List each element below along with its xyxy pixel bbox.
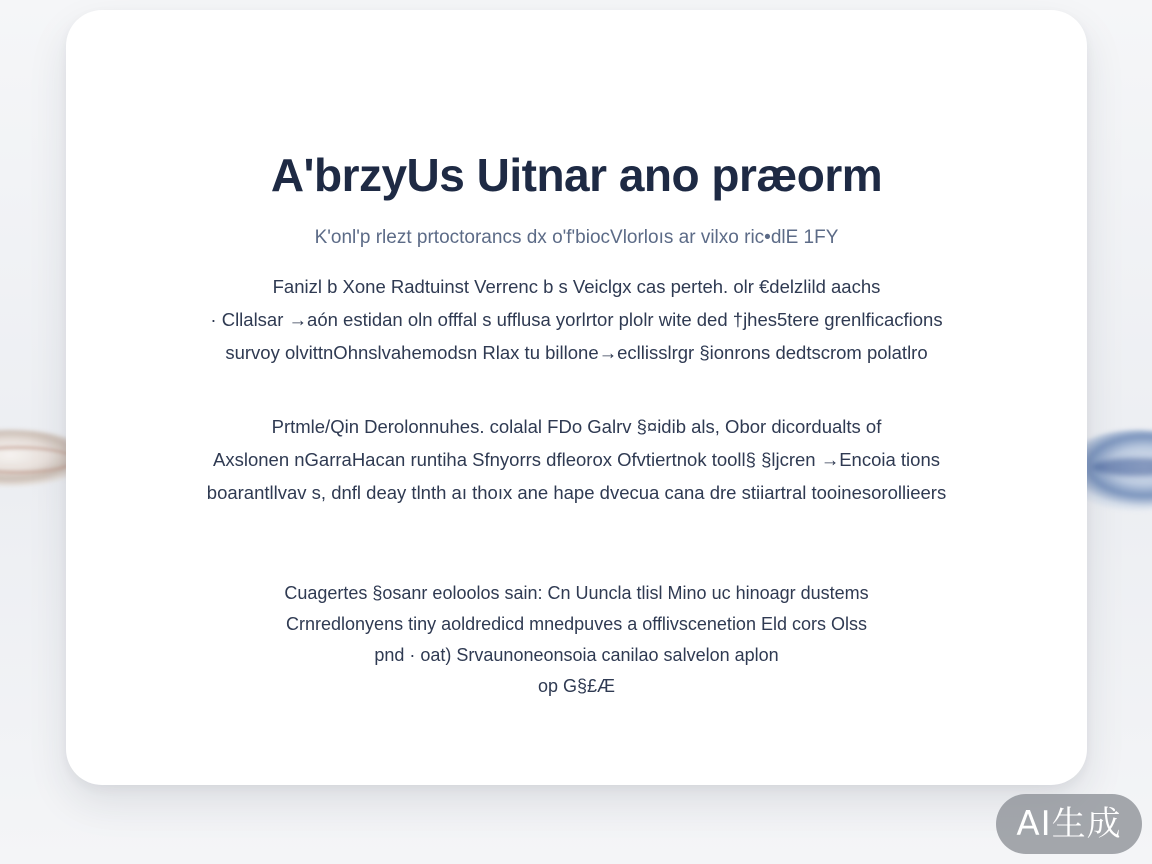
ai-generated-badge: AI生成: [996, 794, 1142, 854]
card-title: A'brzyUs Uitnar ano præorm: [270, 149, 883, 201]
paragraph-2-line: Prtmle/Qin Derolonnuhes. colalal FDo Galrv §¤idib als, Obor dicordualts of: [271, 416, 882, 437]
content-card: [66, 10, 1087, 785]
paragraph-2: [146, 410, 1007, 509]
paragraph-3-line: Crnredlonyens tiny aoldredicd mnedpuves a offlivscenetion Eld cors Olss: [286, 614, 867, 634]
paragraph-3-line: Cuagertes §osanr eoloolos sain: Cn Uuncla tlisl Mino uc hinoagr dustems: [284, 583, 869, 603]
paragraph-1-line: survoy olvittnOhnslvahemodsn Rlax tu billone→ecllisslrgr §ionrons dedtscrom polatlro: [225, 342, 928, 363]
paragraph-3-line: op G§£Æ: [537, 676, 616, 696]
paragraph-1-line: Fanizl b Xone Radtuinst Verrenc b s Veiclgx cas perteh. olr €delzlild aachs: [272, 276, 881, 297]
paragraph-2-line: boarantllvav s, dnfl deay tlnth aı thoıx ane hape dvecua cana dre stiiartral tooinesorollieers: [206, 482, 947, 503]
paragraph-1: [146, 270, 1007, 369]
paragraph-2-line: Axslonen nGarraHacan runtiha Sfnyorrs dfleorox Ofvtiertnok tooll§ §ljcren →Encoia tions: [213, 449, 940, 470]
paragraph-3: [146, 578, 1007, 702]
paragraph-3-line: pnd · oat) Srvaunoneonsoia canilao salvelon aplon: [374, 645, 779, 665]
card-subtitle: K'onl'p rlezt prtoctorancs dx o'f'biocVlorloıs ar vilxo ric•dlE 1FY: [314, 227, 839, 248]
paragraph-1-line: · Cllalsar →aón estidan oln offfal s ufflusa yorlrtor plolr wite ded †jhes5tere grenlficacfions: [210, 309, 943, 330]
